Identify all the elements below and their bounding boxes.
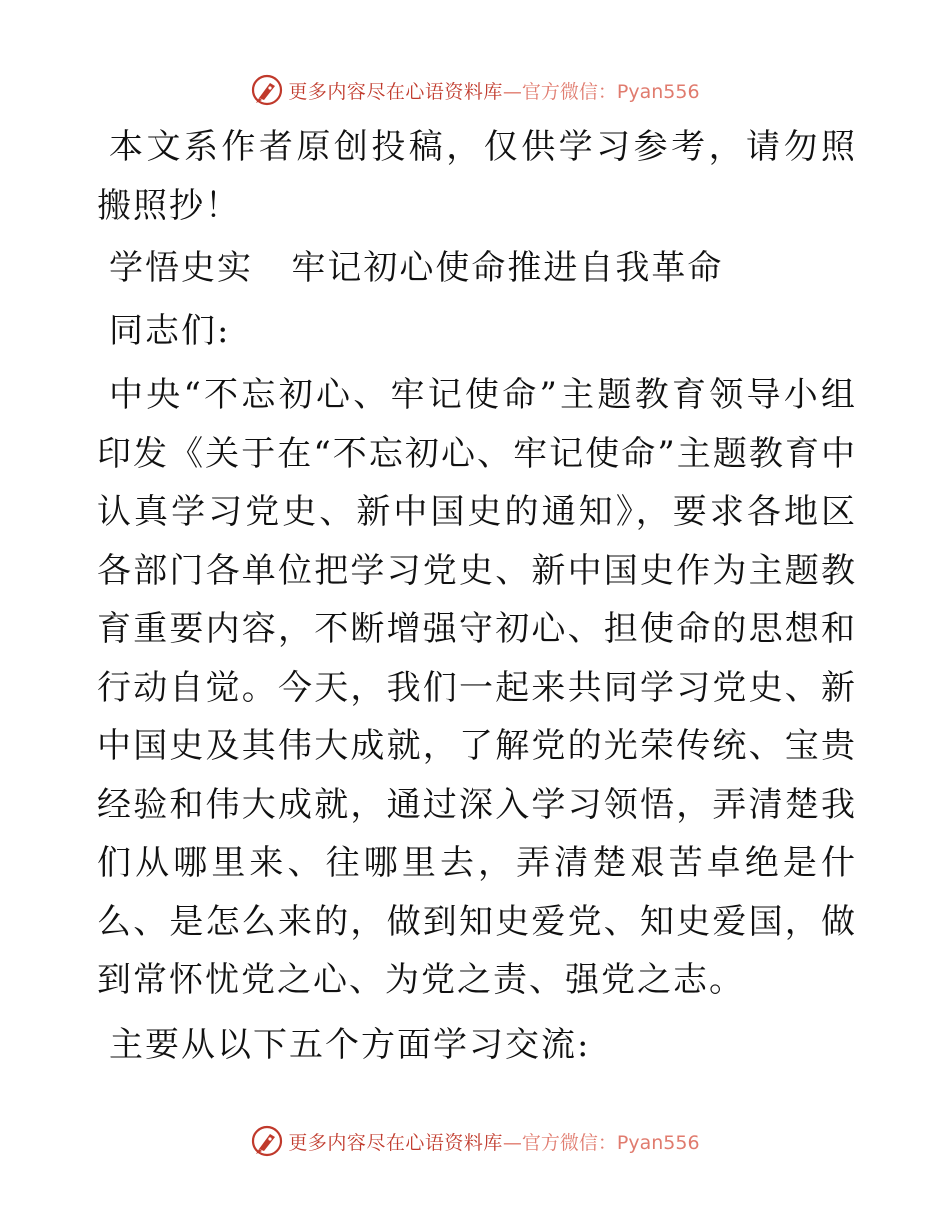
banner-contact-text: —官方微信：Pyan556 xyxy=(502,80,700,103)
pen-nib-logo-icon xyxy=(250,73,284,107)
banner-contact-text: —官方微信：Pyan556 xyxy=(502,1131,700,1154)
footer-banner xyxy=(0,1121,950,1161)
body-paragraph: 中央“不忘初心、牢记使命”主题教育领导小组印发《关于在“不忘初心、牢记使命”主题教育中认真学习党史、新中国史的通知》，要求各地区各部门各单位把学习党史、新中国史作为主题教育重要内容，不断增强守初心、担使命的思想和行动自觉。今天，我们一起来共同学习党史、新中国史及其伟大成就，了解党的光荣传统、宝贵经验和伟大成就，通过深入学习领悟，弄清楚我们从哪里来、往哪里去，弄清楚艰苦卓绝是什么、是怎么来的，做到知史爱党、知史爱国，做到常怀忧党之心、为党之责、强党之志。 xyxy=(97,375,857,1000)
banner-site-text: 更多内容尽在心语资料库 xyxy=(288,1131,503,1154)
document-title: 学悟史实 牢记初心使命推进自我革命 xyxy=(109,248,724,288)
outline-intro: 主要从以下五个方面学习交流: xyxy=(109,1024,591,1065)
disclaimer-paragraph: 本文系作者原创投稿，仅供学习参考，请勿照搬照抄！ xyxy=(97,127,857,226)
header-banner xyxy=(0,70,950,110)
pen-nib-logo-icon xyxy=(250,1124,284,1158)
salutation: 同志们: xyxy=(109,310,231,351)
banner-site-text: 更多内容尽在心语资料库 xyxy=(288,80,503,103)
document-body xyxy=(97,118,857,1074)
